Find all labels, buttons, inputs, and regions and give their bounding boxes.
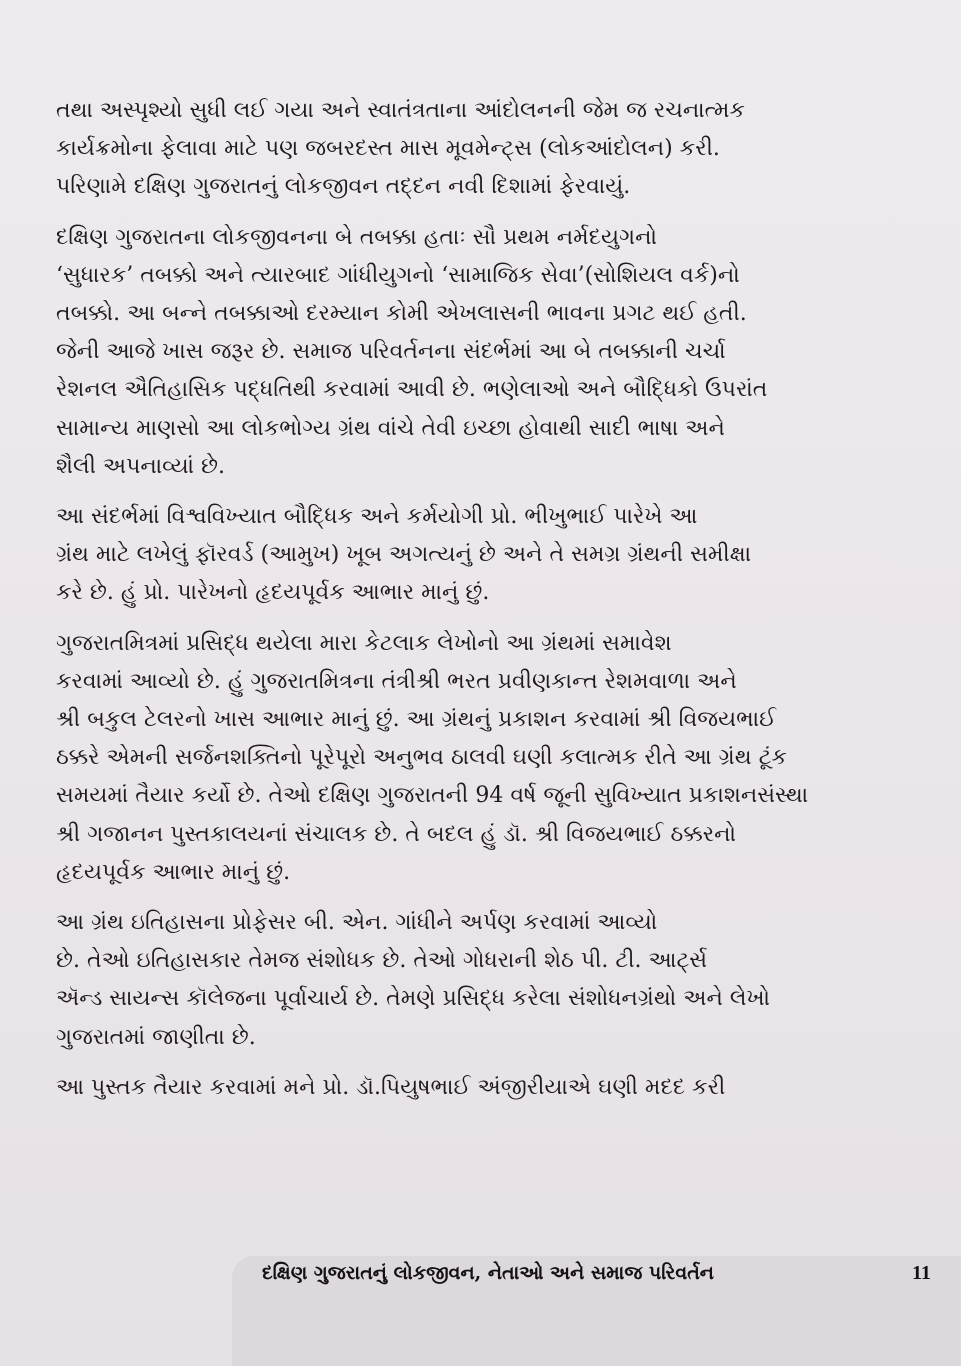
text-line: આ પુસ્તક તૈયાર કરવામાં મને પ્રો. ડૉ.પિયુષભાઈ અંજીરીયાએ ઘણી મદદ કરી: [56, 1074, 726, 1100]
paragraph-2: [56, 219, 908, 486]
paragraph-3: [56, 498, 908, 613]
text-line: ગુજરાતમિત્રમાં પ્રસિદ્ધ થયેલા મારા કેટલાક લેખોનો આ ગ્રંથમાં સમાવેશ: [56, 630, 672, 656]
paragraph-5: [56, 904, 908, 1057]
text-line: ઠક્કરે એમની સર્જનશક્તિનો પૂરેપૂરો અનુભવ ઠાલવી ઘણી કલાત્મક રીતે આ ગ્રંથ ટૂંક: [56, 745, 787, 771]
text-line: ‘સુધારક’ તબક્કો અને ત્યારબાદ ગાંધીયુગનો ‘સામાજિક સેવા’(સોશિયલ વર્ક)નો: [56, 262, 740, 288]
paragraph-4: [56, 625, 908, 892]
text-line: શૈલી અપનાવ્યાં છે.: [56, 453, 225, 479]
text-line: જેની આજે ખાસ જરૂર છે. સમાજ પરિવર્તનના સંદર્ભમાં આ બે તબક્કાની ચર્ચા: [56, 339, 726, 365]
text-line: કરે છે. હું પ્રો. પારેખનો હૃદયપૂર્વક આભાર માનું છું.: [56, 580, 490, 606]
text-line: તથા અસ્પૃશ્યો સુધી લઈ ગયા અને સ્વાતંત્રતાના આંદોલનની જેમ જ રચનાત્મક: [56, 98, 745, 123]
text-line: દક્ષિણ ગુજરાતના લોકજીવનના બે તબક્કા હતાઃ સૌ પ્રથમ નર્મદયુગનો: [56, 224, 657, 250]
text-line: તબક્કો. આ બન્ને તબક્કાઓ દરમ્યાન કોમી એખલાસની ભાવના પ્રગટ થઈ હતી.: [56, 301, 747, 327]
text-line: ગ્રંથ માટે લખેલું ફૉરવર્ડ (આમુખ) ખૂબ અગત્યનું છે અને તે સમગ્ર ગ્રંથની સમીક્ષા: [56, 542, 752, 568]
text-line: છે. તેઓ ઇતિહાસકાર તેમજ સંશોધક છે. તેઓ ગોધરાની શેઠ પી. ટી. આર્ટ્સ: [56, 948, 708, 974]
text-line: ઍન્ડ સાયન્સ કૉલેજના પૂર્વાચાર્ય છે. તેમણે પ્રસિદ્ધ કરેલા સંશોધનગ્રંથો અને લેખો: [56, 986, 771, 1012]
text-line: સામાન્ય માણસો આ લોકભોગ્ય ગ્રંથ વાંચે તેવી ઇચ્છા હોવાથી સાદી ભાષા અને: [56, 415, 725, 441]
text-line: ગુજરાતમાં જાણીતા છે.: [56, 1024, 256, 1050]
running-footer-title: દક્ષિણ ગુજરાતનું લોકજીવન, નેતાઓ અને સમાજ પરિવર્તન: [262, 1262, 714, 1284]
paragraph-6: [56, 1069, 908, 1107]
text-line: શ્રી બકુલ ટેલરનો ખાસ આભાર માનું છું. આ ગ્રંથનું પ્રકાશન કરવામાં શ્રી વિજયભાઈ: [56, 707, 777, 733]
text-line: હૃદયપૂર્વક આભાર માનું છું.: [56, 859, 291, 885]
page-number: 11: [912, 1262, 931, 1284]
text-line: સમયમાં તૈયાર કર્યો છે. તેઓ દક્ષિણ ગુજરાતની 94 વર્ષ જૂની સુવિખ્યાત પ્રકાશનસંસ્થા: [56, 783, 809, 809]
text-line: આ સંદર્ભમાં વિશ્વવિખ્યાત બૌદ્ધિક અને કર્મયોગી પ્રો. ભીખુભાઈ પારેખે આ: [56, 504, 698, 530]
text-line: શ્રી ગજાનન પુસ્તકાલયનાં સંચાલક છે. તે બદલ હું ડૉ. શ્રી વિજયભાઈ ઠક્કરનો: [56, 821, 736, 847]
text-line: કરવામાં આવ્યો છે. હું ગુજરાતમિત્રના તંત્રીશ્રી ભરત પ્રવીણકાન્ત રેશમવાળા અને: [56, 668, 737, 694]
body-text: [56, 92, 908, 1119]
text-line: રેશનલ ઐતિહાસિક પદ્ધતિથી કરવામાં આવી છે. ભણેલાઓ અને બૌદ્ધિકો ઉપરાંત: [56, 377, 768, 403]
text-line: કાર્યક્રમોના ફેલાવા માટે પણ જબરદસ્ત માસ મૂવમેન્ટ્સ (લોકઆંદોલન) કરી.: [56, 136, 720, 162]
text-line: પરિણામે દક્ષિણ ગુજરાતનું લોકજીવન તદ્દન નવી દિશામાં ફેરવાયું.: [56, 174, 631, 200]
paragraph-1: [56, 92, 908, 207]
text-line: આ ગ્રંથ ઇતિહાસના પ્રોફેસર બી. એન. ગાંધીને અર્પણ કરવામાં આવ્યો: [56, 910, 658, 936]
